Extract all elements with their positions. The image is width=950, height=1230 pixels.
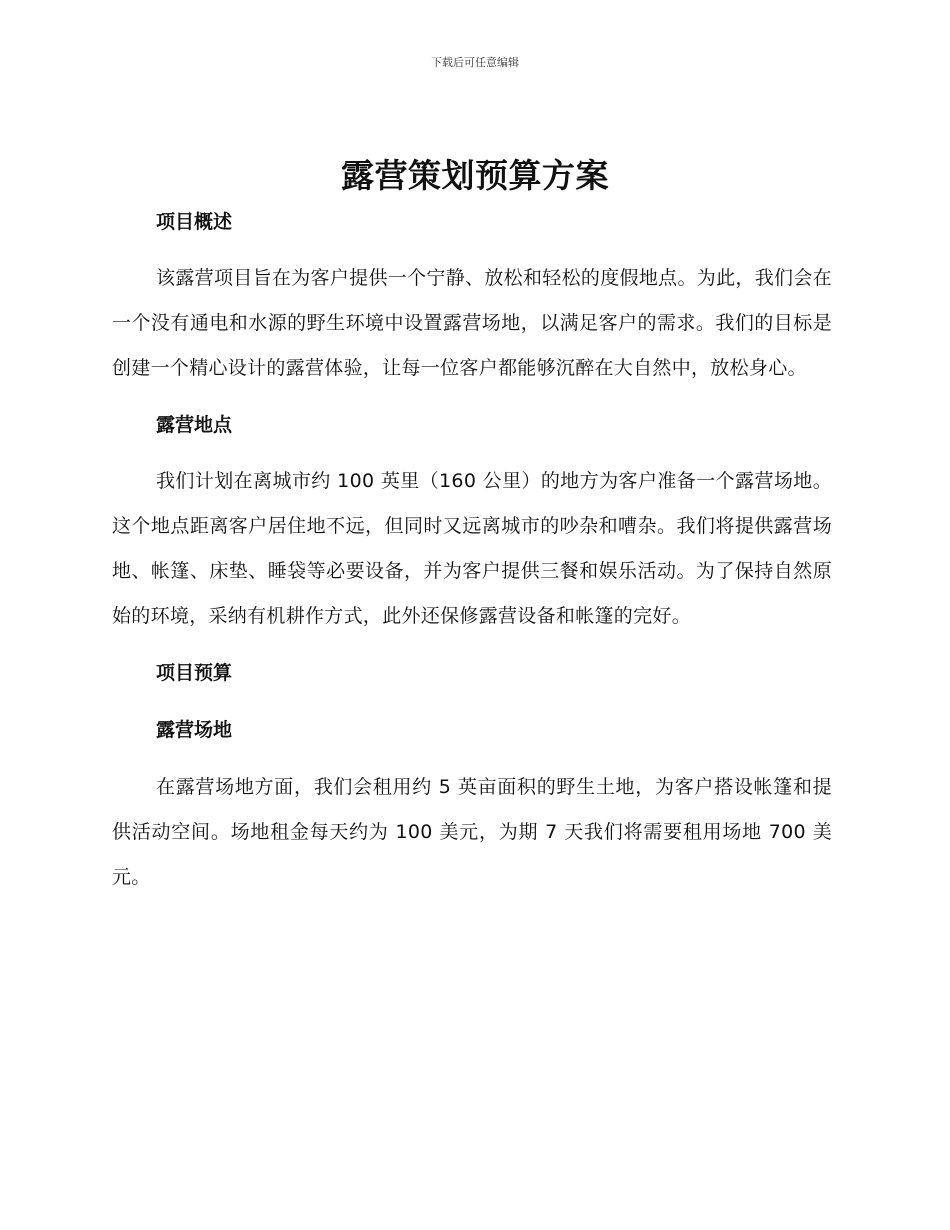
document-title: 露营策划预算方案: [341, 156, 609, 195]
section-heading-location: 露营地点: [156, 414, 233, 436]
section-paragraph-campsite: 在露营场地方面，我们会租用约 5 英亩面积的野生土地，为客户搭设帐篷和提供活动空间。场地租金每天约为 100 美元，为期 7 天我们将需要租用场地 700 美元。: [112, 776, 832, 888]
section-paragraph-location: 我们计划在离城市约 100 英里（160 公里）的地方为客户准备一个露营场地。这个地点距离客户居住地不远，但同时又远离城市的吵杂和嘈杂。我们将提供露营场地、帐篷、床垫、睡袋等必要设备，并为客户提供三餐和娱乐活动。为了保持自然原始的环境，采纳有机耕作方式，此外还保修露营设备和帐篷的完好。: [112, 470, 832, 627]
section-paragraph-overview: 该露营项目旨在为客户提供一个宁静、放松和轻松的度假地点。为此，我们会在一个没有通电和水源的野生环境中设置露营场地，以满足客户的需求。我们的目标是创建一个精心设计的露营体验，让每一位客户都能够沉醉在大自然中，放松身心。: [112, 267, 832, 379]
document-body: [112, 200, 832, 900]
section-heading-budget: 项目预算: [156, 662, 233, 684]
section-heading-overview: 项目概述: [156, 211, 233, 233]
header-note: 下载后可任意编辑: [431, 56, 519, 69]
section-heading-campsite: 露营场地: [156, 719, 233, 741]
